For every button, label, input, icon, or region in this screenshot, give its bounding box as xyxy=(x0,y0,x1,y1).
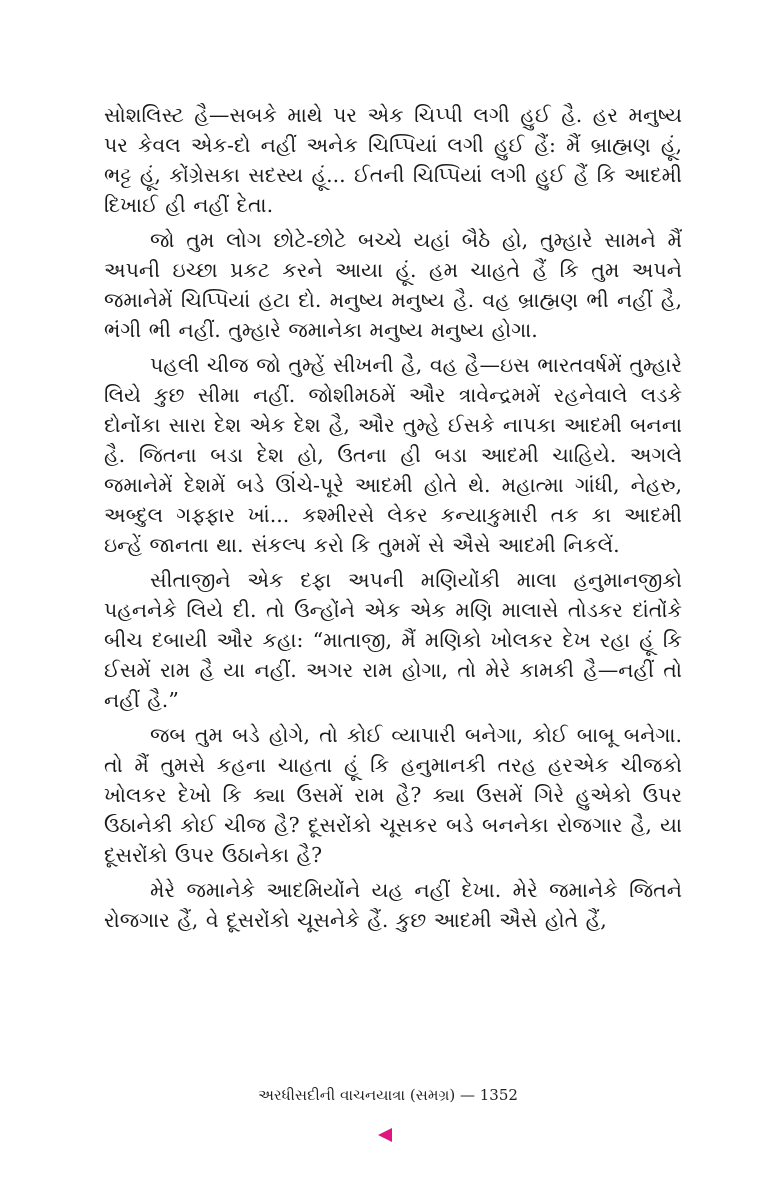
paragraph-5: જબ તુમ બડે હોગે, તો કોઈ વ્યાપારી બનેગા, કોઈ બાબૂ બનેગા. તો મૈં તુમસે કહના ચાહતા હૂં કિ હનુમાનકી તરહ હરએક ચીજકો ખોલકર દેખો કિ ક્યા ઉસમેં રામ હૈ? ક્યા ઉસમેં ગિરે હુએકો ઉપર ઉઠાનેકી કોઈ ચીજ હૈ? દૂસરોંકો ચૂસકર બડે બનનેકા રોજગાર હૈ, યા દૂસરોંકો ઉપર ઉઠાનેકા હૈ? xyxy=(104,723,682,867)
body-text xyxy=(104,100,682,940)
paragraph-3: પહલી ચીજ જો તુમ્હેં સીખની હૈ, વહ હૈ—ઇસ ભારતવર્ષમેં તુમ્હારે લિયે કુછ સીમા નહીં. જોશીમઠમેં ઔર ત્રાવેન્દ્રમમેં રહનેવાલે લડકે દોનોંકા સારા દેશ એક દેશ હૈ, ઔર તુમ્હે ઈસકે નાપકા આદમી બનના હૈ. જિતના બડા દેશ હો, ઉતના હી બડા આદમી ચાહિયે. અગલે જમાનેમેં દેશમેં બડે ઊંચે-પૂરે આદમી હોતે થે. મહાત્મા ગાંધી, નેહરુ, અબ્દુલ ગફ્ફાર ખાં... કશ્મીરસે લેકર કન્યાકુમારી તક કા આદમી ઇન્હેં જાનતા થા. સંકલ્પ કરો કિ તુમમેં સે ઐસે આદમી નિકલેં. xyxy=(104,353,682,557)
paragraph-4: સીતાજીને એક દફા અપની મણિયોંકી માલા હનુમાનજીકો પહનનેકે લિયે દી. તો ઉન્હોંને એક એક મણિ માલાસે તોડકર દાંતોંકે બીચ દબાયી ઔર કહા: “માતાજી, મૈં મણિકો ખોલકર દેખ રહા હૂં કિ ઈસમેં રામ હૈ યા નહીં. અગર રામ હોગા, તો મેરે કામકી હૈ—નહીં તો નહીં હૈ.” xyxy=(104,568,682,712)
paragraph-2: જો તુમ લોગ છોટે-છોટે બચ્ચે યહાં બૈઠે હો, તુમ્હારે સામને મૈં અપની ઇચ્છા પ્રકટ કરને આયા હૂં. હમ ચાહતે હૈં કિ તુમ અપને જમાનેમેં ચિપ્પિયાં હટા દો. મનુષ્ય મનુષ્ય હૈ. વહ બ્રાહ્મણ ભી નહીં હૈ, ભંગી ભી નહીં. તુમ્હારે જમાનેકા મનુષ્ય મનુષ્ય હોગા. xyxy=(104,228,682,342)
paragraph-1: સોશલિસ્ટ હૈ—સબકે માથે પર એક ચિપ્પી લગી હુઈ હૈ. હર મનુષ્ય પર કેવલ એક-દો નહીં અનેક ચિપ્પિયાં લગી હુઈ હૈં: મૈં બ્રાહ્મણ હૂં, ભટ્ટ હૂં, કોંગ્રેસકા સદસ્ય હૂં... ઈતની ચિપ્પિયાં લગી હુઈ હૈં કિ આદમી દિખાઈ હી નહીં દેતા. xyxy=(104,103,682,217)
page-footer: અરધીસદીની વાચનયાત્રા (સમગ્ર) — 1352 xyxy=(258,1086,518,1104)
triangle-left-icon[interactable] xyxy=(378,1128,392,1142)
paragraph-6: મેરે જમાનેકે આદમિયોંને યહ નહીં દેખા. મેરે જમાનેકે જિતને રોજગાર હૈં, વે દૂસરોંકો ચૂસનેકે હૈં. કુછ આદમી ઐસે હોતે હૈં, xyxy=(104,878,682,932)
